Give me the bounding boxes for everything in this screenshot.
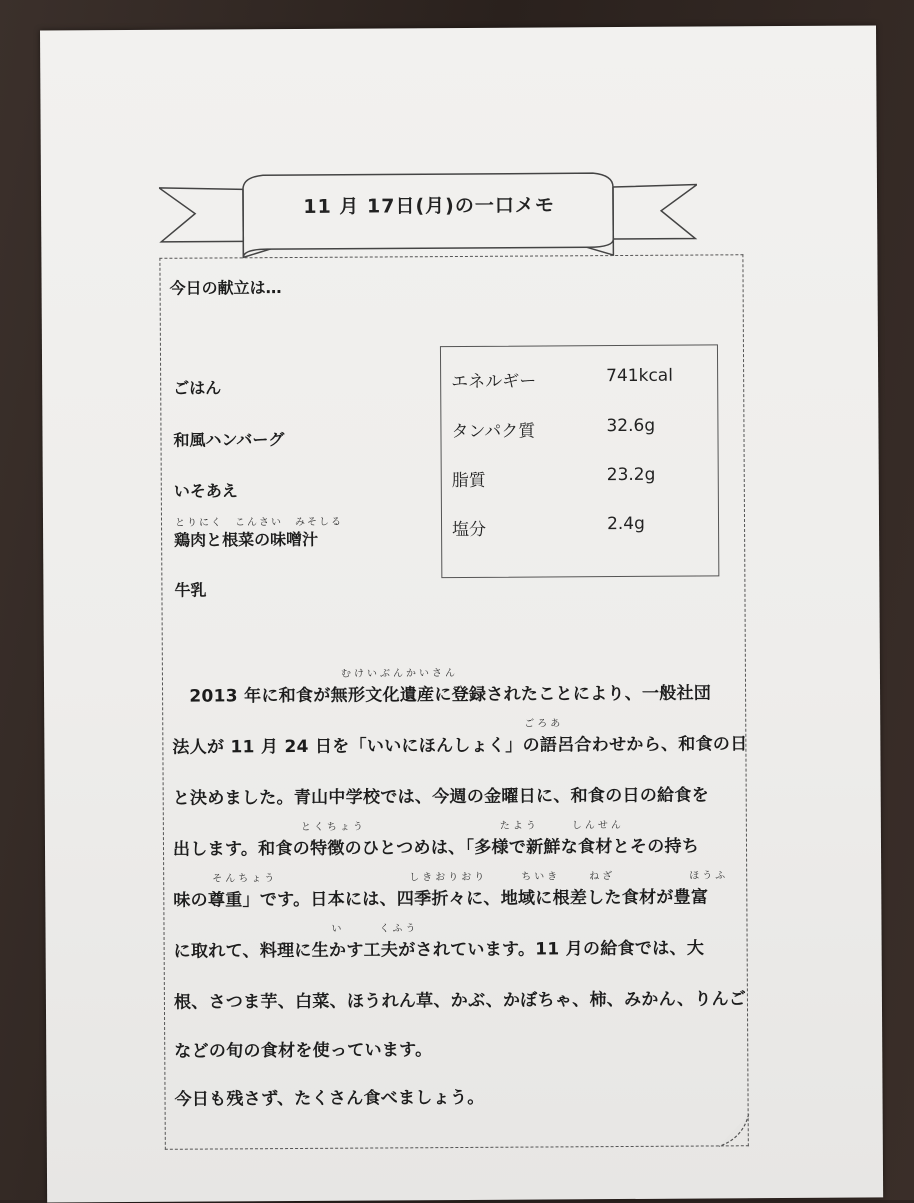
nutrition-value: 23.2g: [606, 464, 656, 486]
furigana: しんせん: [571, 820, 624, 832]
nutrition-row: [451, 415, 711, 443]
menu-item: いそあえ: [173, 481, 238, 501]
menu-item: 和風ハンバーグ: [173, 430, 285, 450]
furigana: ちいき: [521, 871, 561, 883]
menu-item: ごはん: [173, 378, 222, 398]
paragraph-line: に取れて、料理に生かす工夫がされています。11 月の給食では、大: [173, 938, 705, 962]
nutrition-row: [451, 464, 712, 492]
furigana: くふう: [379, 923, 419, 935]
menu-item: 鶏肉と根菜の味噌汁: [174, 529, 319, 550]
paper-sheet: [40, 25, 883, 1202]
furigana: ねざ: [589, 871, 616, 883]
menu-intro: 今日の献立は…: [169, 278, 282, 298]
nutrition-name: エネルギー: [451, 371, 537, 393]
paragraph-line: 味の尊重」です。日本には、四季折々に、地域に根差した食材が豊富: [173, 887, 709, 911]
paragraph-line: 法人が 11 月 24 日を「いいにほんしょく」の語呂合わせから、和食の日: [172, 734, 748, 758]
nutrition-name: 塩分: [452, 519, 487, 541]
furigana: しきおりおり: [409, 871, 488, 884]
nutrition-value: 2.4g: [606, 513, 645, 535]
paragraph-line: などの旬の食材を使っています。: [174, 1040, 433, 1062]
nutrition-row: [452, 513, 712, 541]
page-curl-corner: [715, 1112, 755, 1152]
furigana: そんちょう: [212, 873, 278, 885]
nutrition-name: 脂質: [451, 470, 486, 492]
paragraph-line: 根、さつま芋、白菜、ほうれん草、かぶ、かぼちゃ、柿、みかん、りんご: [173, 989, 747, 1013]
closing-line: 今日も残さず、たくさん食べましょう。: [174, 1087, 485, 1110]
menu-item: 牛乳: [174, 580, 207, 600]
nutrition-name: タンパク質: [451, 421, 536, 443]
paragraph-line: 2013 年に和食が無形文化遺産に登録されたことにより、一般社団: [172, 683, 712, 707]
paragraph-line: と決めました。青山中学校では、今週の金曜日に、和食の日の給食を: [172, 785, 710, 809]
furigana: ごろあ: [524, 718, 564, 730]
nutrition-row: [451, 365, 711, 393]
page-title: 11 月 17日(月)の一口メモ: [303, 194, 555, 218]
furigana: むけいぶんかいさん: [340, 668, 458, 680]
nutrition-value: 32.6g: [606, 415, 656, 437]
nutrition-box: [440, 344, 719, 578]
furigana: い: [331, 923, 345, 935]
furigana: ほうふ: [689, 870, 729, 882]
furigana: とくちょう: [300, 821, 366, 833]
menu-ruby: とりにく こんさい みそしる: [174, 516, 344, 529]
furigana: たよう: [499, 820, 539, 832]
nutrition-value: 741kcal: [606, 365, 673, 387]
paragraph-line: 出します。和食の特徴のひとつめは、「多様で新鮮な食材とその持ち: [172, 836, 700, 860]
